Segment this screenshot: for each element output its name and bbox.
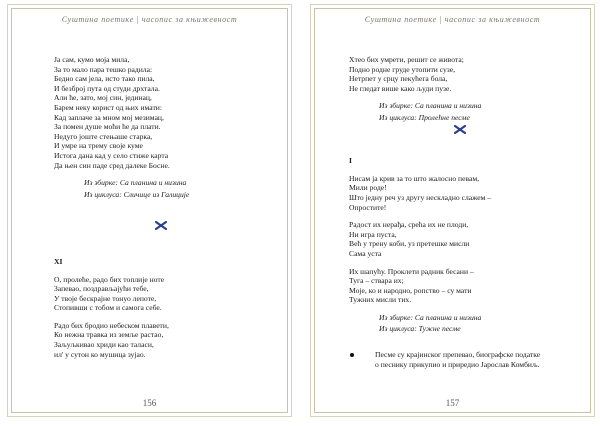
source-collection: Из збирке: Са планина и низина <box>84 178 187 188</box>
source-cycle: Из циклуса: Пролећне песме <box>379 112 470 122</box>
poem-line: Тужних мисли тих. <box>349 295 412 305</box>
poem-line: Запевао, поздрављајући тебе, <box>54 284 149 294</box>
poem-stanza <box>349 174 570 212</box>
poem-line: Мили роде! <box>349 183 387 193</box>
section-title: XI <box>54 256 63 266</box>
poem-line: Што једну реч уз другу нескладно слажем – <box>349 192 492 202</box>
poem-line: Заљуљкивао хриди као таласи, <box>54 340 154 350</box>
poem-line: Нисам ја крив за то што жалосно певам, <box>349 173 480 183</box>
poem-stanza <box>349 220 570 258</box>
poem-line: Недуго јоште стењаше старка, <box>54 131 153 141</box>
crossed-fleuron-icon <box>349 125 570 137</box>
poem-line: И безброј пута од студи дрхтала. <box>54 83 160 93</box>
translator-note <box>365 350 570 369</box>
bullet-dot-icon <box>350 353 354 357</box>
poem-line: Опростите! <box>349 202 387 212</box>
poem-line: Да њен син паде сред далеке Босне. <box>54 160 170 170</box>
poem-line: Радост их нерађа, срећа их не плоди, <box>349 220 469 230</box>
poem-line: Их шапућу. Проклети радник бесани – <box>349 266 474 276</box>
left-page-content <box>54 55 267 367</box>
poem-line: Сама уста <box>349 248 382 258</box>
poem-line: Истога дана кад у село стиже карта <box>54 150 169 160</box>
source-collection: Из збирке: Са планина и низина <box>379 101 482 111</box>
note-line: о песнику прикупио и приредио Јарослав Комбиљ. <box>375 359 540 369</box>
poem-line: Већ у трену коби, уз претешке мисли <box>349 239 470 249</box>
poem-stanza <box>54 321 267 359</box>
poem-line: И умре на трему своје куме <box>54 141 143 151</box>
poem-line: У твоје бескрајне тонуо лепоте, <box>54 293 157 303</box>
poem-line: Не гледат више како људи пузе. <box>349 83 452 93</box>
source-collection: Из збирке: Са планина и низина <box>379 312 482 322</box>
right-page-content <box>349 55 570 369</box>
poem-line: Али ће, зато, мој син, јединац, <box>54 93 152 103</box>
poem-line: Бедно сам јела, исто тако пила, <box>54 74 155 84</box>
page-header: Суштина поетике | часопис за књижевност <box>364 15 541 24</box>
poem-stanza <box>349 55 570 93</box>
poem-line: Туга – ствара их; <box>349 276 404 286</box>
poem-line: Моје, ко и народно, ропство – су мати <box>349 285 472 295</box>
source-cycle: Из циклуса: Сличице из Галиције <box>84 189 190 199</box>
right-page <box>314 8 591 413</box>
crossed-fleuron-icon <box>54 221 267 233</box>
poem-line: Ко нежна травка из земље растао, <box>54 330 164 340</box>
page-number: 157 <box>445 398 460 408</box>
left-page <box>11 8 288 413</box>
poem-line: Нетрпет у срцу пекућега бола, <box>349 74 448 84</box>
note-line: Песме су крајинског препевао, биографске податке <box>375 350 541 360</box>
poem-line: Подно родне груде утопити сузе, <box>349 64 456 74</box>
poem-line: Барем неку корист од њих имати: <box>54 102 162 112</box>
poem-stanza <box>54 275 267 313</box>
poem-stanza <box>349 267 570 305</box>
poem-line: Радо бих бродио небеском плавети, <box>54 320 169 330</box>
poem-line: Стопивши с тобом и самога себе. <box>54 303 162 313</box>
poem-line: Кад заплаче за мном мој мезимац, <box>54 112 164 122</box>
source-cycle: Из циклуса: Тужне песме <box>379 324 461 334</box>
poem-line: ил' у сутон ко мушица зујао. <box>54 349 146 359</box>
poem-line: За то мало пара тешко радила: <box>54 64 153 74</box>
note-list <box>349 350 570 369</box>
poem-line: Хтео бих умрети, решит се живота; <box>349 55 464 64</box>
poem-line: Ни игра пуста, <box>349 229 397 239</box>
poem-line: За помен душе моћи ће да плати. <box>54 122 161 132</box>
poem-line: Ја сам, кумо моја мила, <box>54 55 130 64</box>
poem-stanza <box>54 55 267 170</box>
section-title: I <box>349 156 352 166</box>
page-number: 156 <box>142 398 157 408</box>
page-header: Суштина поетике | часопис за књижевност <box>61 15 238 24</box>
poem-line: О, пролеће, радо бих топлије ноте <box>54 274 165 284</box>
